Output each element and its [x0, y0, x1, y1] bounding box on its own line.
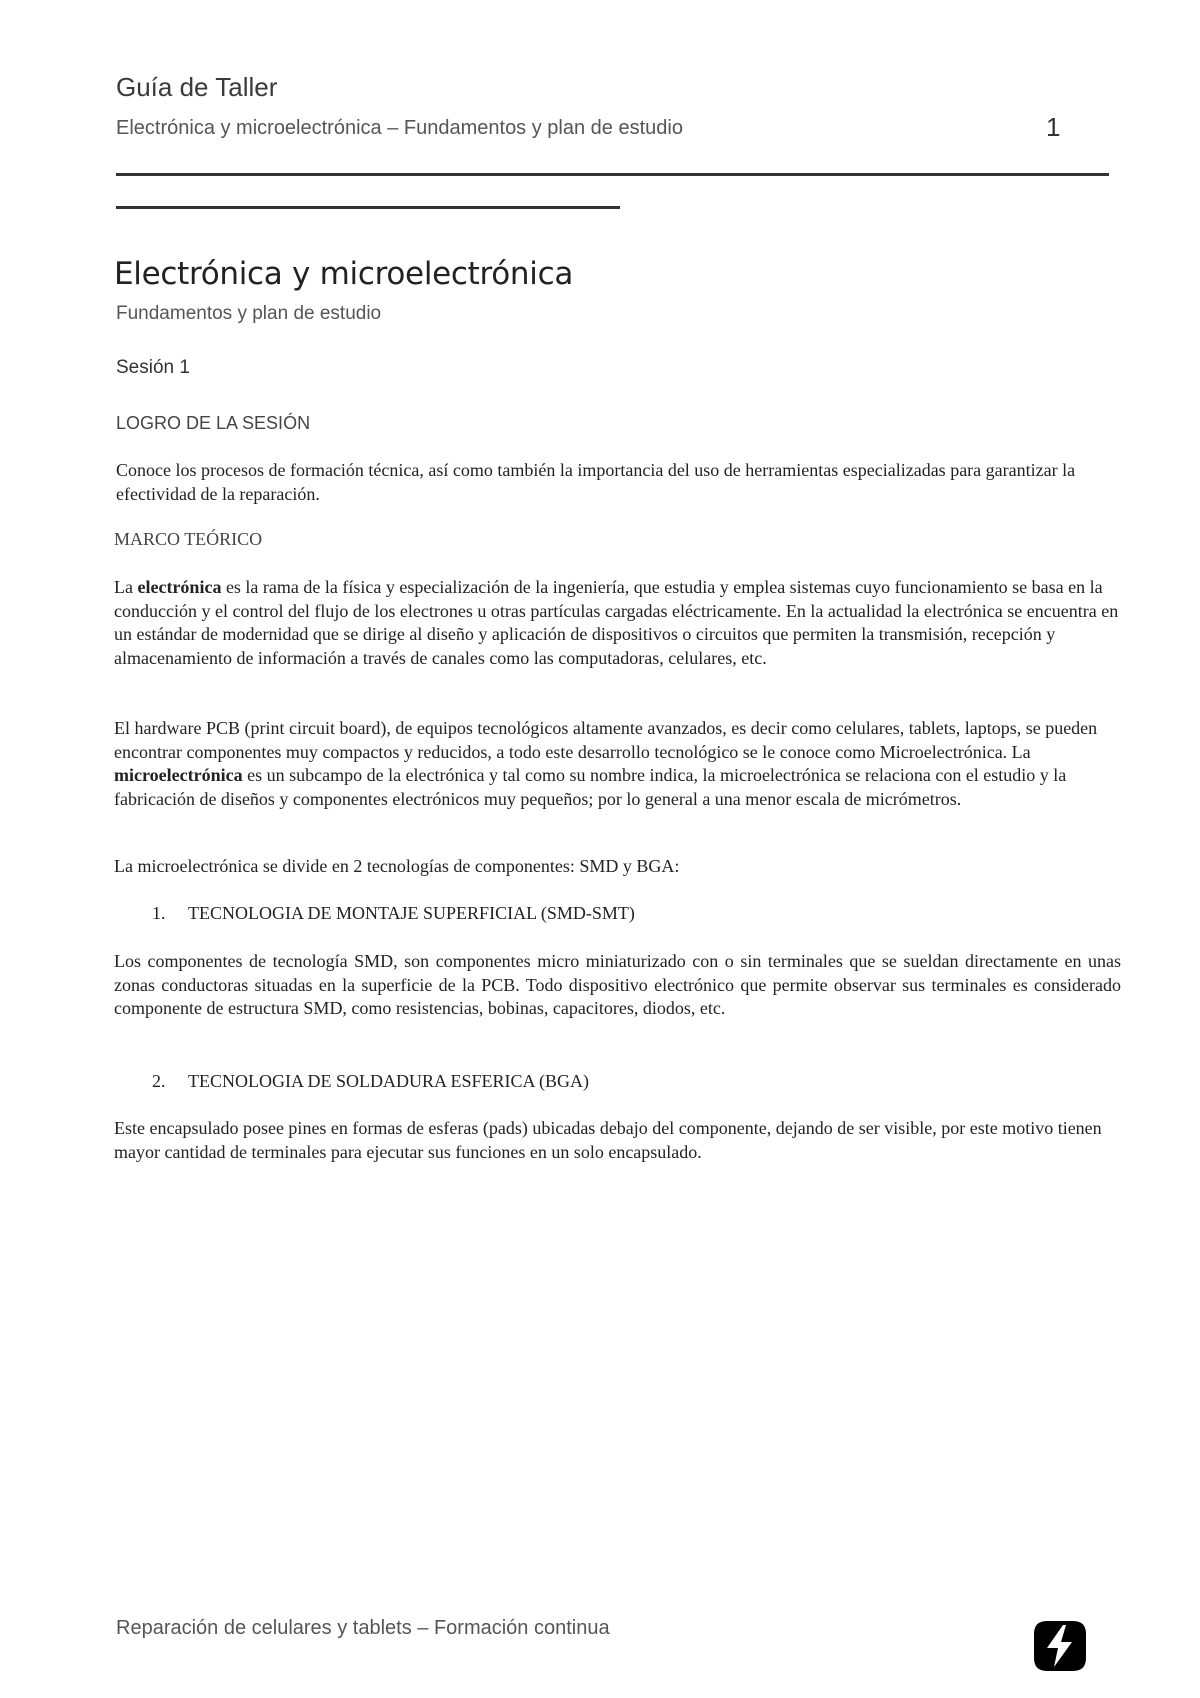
p2-post: es un subcampo de la electrónica y tal como su nombre indica, la microelectrónica se relaciona con el estudio y la fabricación de diseños y componentes electrónicos muy pequeños; por lo general a una menor escala de micrómetros.	[114, 765, 1067, 809]
paragraph-bga: Este encapsulado posee pines en formas de esferas (pads) ubicadas debajo del componente, dejando de ser visible, por este motivo tienen mayor cantidad de terminales para ejecutar sus funciones en un solo encapsulado.	[114, 1118, 1102, 1162]
lightning-bolt-icon	[1030, 1616, 1090, 1676]
p2-bold-term: microelectrónica	[114, 765, 243, 785]
list-item	[152, 902, 635, 926]
list-number: 2.	[152, 1071, 166, 1091]
p1-pre: La	[114, 577, 138, 597]
paragraph-electronica	[114, 576, 1124, 670]
footer-text: Reparación de celulares y tablets – Formación continua	[116, 1617, 610, 1639]
paragraph-division: La microelectrónica se divide en 2 tecnologías de componentes: SMD y BGA:	[114, 856, 680, 876]
header-rule-long	[116, 173, 1109, 176]
list-label: TECNOLOGIA DE MONTAJE SUPERFICIAL (SMD-SMT)	[188, 903, 635, 923]
marco-heading: MARCO TEÓRICO	[114, 529, 263, 549]
list-item	[152, 1070, 589, 1094]
session-label: Sesión 1	[116, 357, 190, 378]
paragraph-smd: Los componentes de tecnología SMD, son componentes micro miniaturizado con o sin terminales que se sueldan directamente en unas zonas conductoras situadas en la superficie de la PCB. Todo dispositivo electrónico que permite observar sus terminales es considerado componente de estructura SMD, como resistencias, bobinas, capacitores, diodos, etc.	[114, 951, 1121, 1018]
p1-bold-term: electrónica	[137, 577, 222, 597]
header-subtitle: Electrónica y microelectrónica – Fundamentos y plan de estudio	[116, 117, 683, 139]
logro-text: Conoce los procesos de formación técnica, así como también la importancia del uso de herramientas especializadas para garantizar la efectividad de la reparación.	[116, 460, 1076, 504]
p2-pre: El hardware PCB (print circuit board), de equipos tecnológicos altamente avanzados, es decir como celulares, tablets, laptops, se pueden encontrar componentes muy compactos y reducidos, a todo este desarrollo tecnológico se le conoce como Microelectrónica. La	[114, 718, 1098, 762]
header-rule-short	[116, 206, 620, 209]
page-number: 1	[1046, 112, 1061, 142]
document-title: Electrónica y microelectrónica	[114, 256, 574, 292]
paragraph-microelectronica	[114, 717, 1124, 811]
list-number: 1.	[152, 903, 166, 923]
list-label: TECNOLOGIA DE SOLDADURA ESFERICA (BGA)	[188, 1071, 590, 1091]
document-subtitle: Fundamentos y plan de estudio	[116, 303, 382, 324]
header-title: Guía de Taller	[116, 72, 278, 102]
logro-heading: LOGRO DE LA SESIÓN	[116, 413, 311, 433]
p1-post: es la rama de la física y especialización de la ingeniería, que estudia y emplea sistemas cuyo funcionamiento se basa en la conducción y el control del flujo de los electrones u otras partículas cargadas eléctricamente. En la actualidad la electrónica se encuentra en un estándar de modernidad que se dirige al diseño y aplicación de dispositivos o circuitos que permiten la transmisión, recepción y almacenamiento de información a través de canales como las computadoras, celulares, etc.	[114, 577, 1119, 668]
